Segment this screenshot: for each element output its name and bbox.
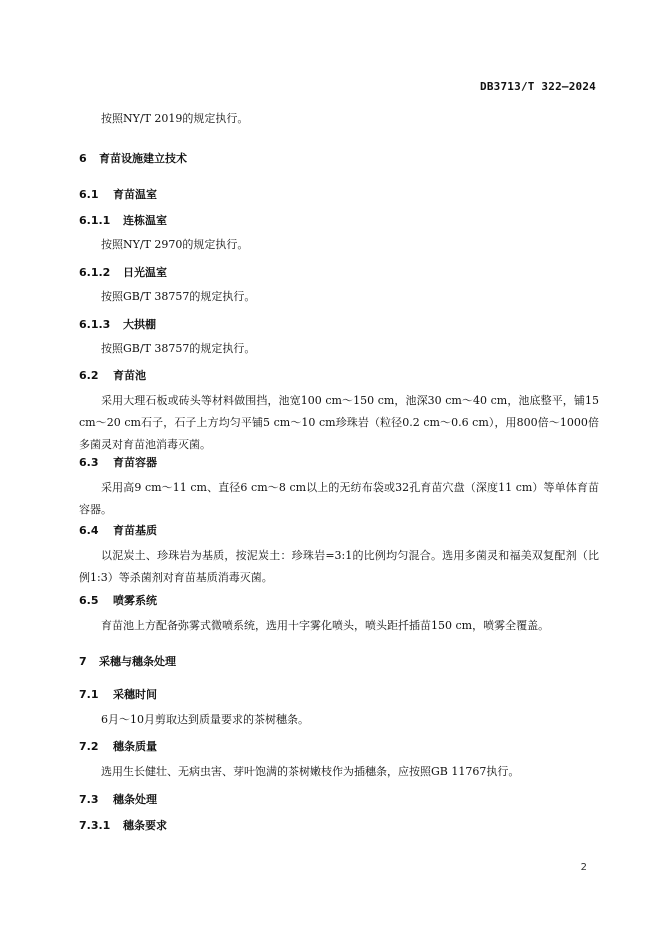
section-number: 6.1.2 — [79, 266, 111, 279]
section-heading-6-1-2 — [79, 266, 167, 280]
section-title: 连栋温室 — [123, 214, 167, 227]
section-heading-6-4 — [79, 524, 157, 538]
paragraph: 按照GB/T 38757的规定执行。 — [101, 290, 256, 303]
section-heading-7-1 — [79, 688, 157, 702]
section-heading-7-3 — [79, 793, 157, 807]
section-number: 7 — [79, 655, 87, 668]
section-number: 6.3 — [79, 456, 99, 469]
section-heading-6-3 — [79, 456, 157, 470]
paragraph: 育苗池上方配备弥雾式微喷系统，选用十字雾化喷头，喷头距扦插苗150 cm，喷雾全覆盖。 — [101, 619, 550, 632]
section-number: 6.2 — [79, 369, 99, 382]
section-heading-6 — [79, 152, 187, 166]
page-number: 2 — [580, 862, 587, 873]
section-heading-6-1 — [79, 188, 157, 202]
section-title: 育苗基质 — [113, 524, 157, 537]
section-number: 6 — [79, 152, 87, 165]
paragraph: 选用生长健壮、无病虫害、芽叶饱满的茶树嫩枝作为插穗条，应按照GB 11767执行。 — [101, 765, 520, 778]
section-title: 穗条质量 — [113, 740, 157, 753]
section-title: 育苗池 — [113, 369, 146, 382]
section-number: 7.1 — [79, 688, 99, 701]
section-title: 育苗容器 — [113, 456, 157, 469]
paragraph: 6月～10月剪取达到质量要求的茶树穗条。 — [101, 713, 309, 726]
paragraph: 按照NY/T 2970的规定执行。 — [101, 238, 249, 251]
section-title: 日光温室 — [123, 266, 167, 279]
section-number: 6.5 — [79, 594, 99, 607]
paragraph: 以泥炭土、珍珠岩为基质，按泥炭土：珍珠岩=3:1的比例均匀混合。选用多菌灵和福美双复配剂（比例1:3）等杀菌剂对育苗基质消毒灭菌。 — [79, 549, 599, 584]
section-heading-6-2 — [79, 369, 146, 383]
document-code: DB3713/T 322—2024 — [480, 80, 596, 93]
section-heading-7-2 — [79, 740, 157, 754]
section-heading-6-1-3 — [79, 318, 156, 332]
section-title: 育苗温室 — [113, 188, 157, 201]
section-heading-6-5 — [79, 594, 157, 608]
section-number: 7.3 — [79, 793, 99, 806]
section-heading-7-3-1 — [79, 819, 167, 833]
section-number: 6.1.3 — [79, 318, 111, 331]
section-title: 穗条处理 — [113, 793, 157, 806]
section-title: 喷雾系统 — [113, 594, 157, 607]
section-number: 7.2 — [79, 740, 99, 753]
section-number: 6.1 — [79, 188, 99, 201]
section-heading-7 — [79, 655, 176, 669]
paragraph: 按照GB/T 38757的规定执行。 — [101, 342, 256, 355]
section-title: 采穗时间 — [113, 688, 157, 701]
paragraph: 按照NY/T 2019的规定执行。 — [101, 112, 249, 125]
paragraph: 采用大理石板或砖头等材料做围挡，池宽100 cm～150 cm，池深30 cm～40 cm，池底整平，铺15 cm～20 cm石子，石子上方均匀平铺5 cm～10 cm珍珠岩（粒径0.2 cm～0.6 cm），用800倍～1000倍多菌灵对育苗池消毒灭菌。 — [79, 394, 599, 451]
paragraph: 采用高9 cm～11 cm、直径6 cm～8 cm以上的无纺布袋或32孔育苗穴盘（深度11 cm）等单体育苗容器。 — [79, 481, 599, 516]
section-heading-6-1-1 — [79, 214, 167, 228]
section-title: 采穗与穗条处理 — [99, 655, 176, 668]
section-number: 6.4 — [79, 524, 99, 537]
section-title: 大拱棚 — [123, 318, 156, 331]
section-number: 7.3.1 — [79, 819, 111, 832]
section-title: 穗条要求 — [123, 819, 167, 832]
section-title: 育苗设施建立技术 — [99, 152, 187, 165]
section-number: 6.1.1 — [79, 214, 111, 227]
